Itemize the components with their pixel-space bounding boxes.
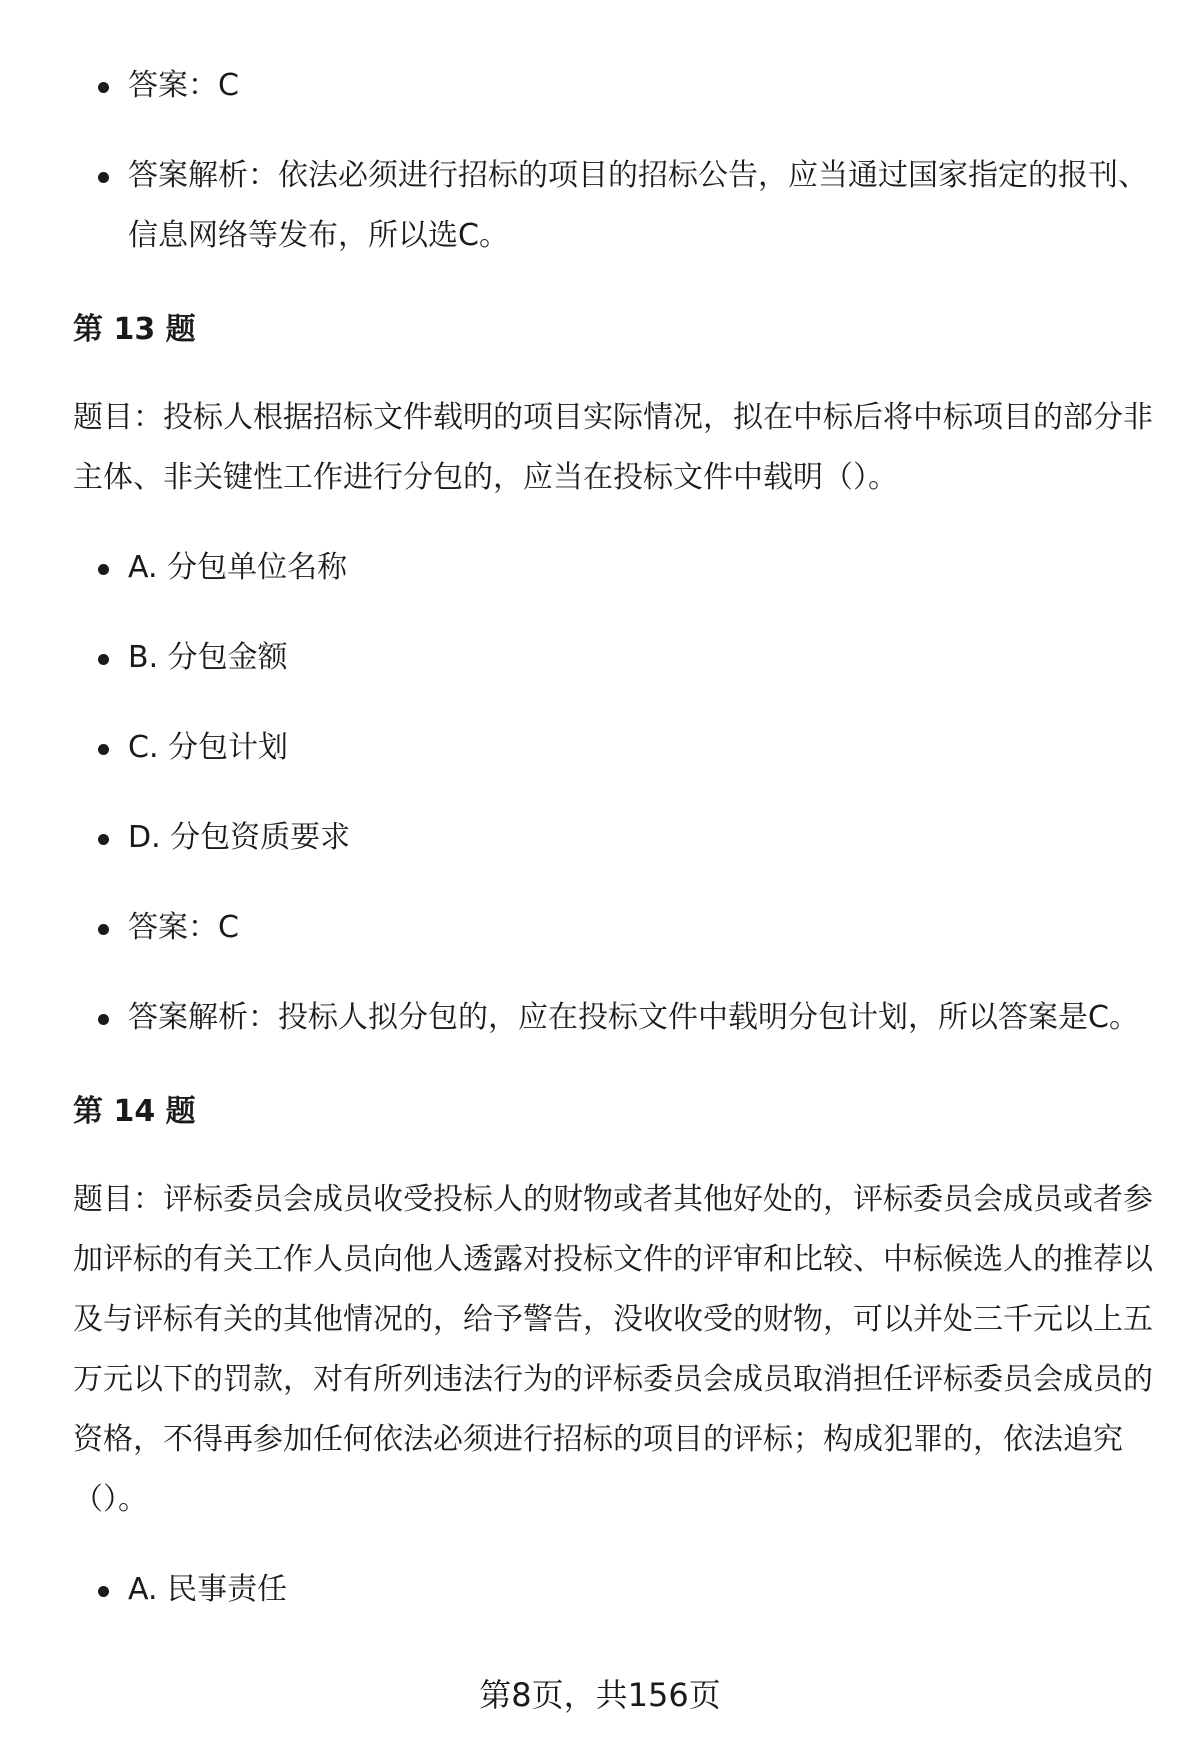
q13-explanation: 答案解析：投标人拟分包的，应在投标文件中载明分包计划，所以答案是C。 bbox=[128, 988, 1153, 1048]
q13-question: 题目：投标人根据招标文件载明的项目实际情况，拟在中标后将中标项目的部分非主体、非关键性工作进行分包的，应当在投标文件中载明（）。 bbox=[73, 400, 1153, 495]
q13-option-d: D. 分包资质要求 bbox=[128, 808, 1153, 868]
q13-answer: 答案：C bbox=[128, 898, 1153, 958]
q12-answer: 答案：C bbox=[128, 56, 1153, 116]
q13-option-a: A. 分包单位名称 bbox=[128, 538, 1153, 598]
q13-option-list bbox=[73, 538, 1153, 1048]
page-number-footer: 第8页，共156页 bbox=[479, 1676, 721, 1714]
q14-option-list bbox=[73, 1560, 1153, 1620]
page-content bbox=[73, 56, 1153, 1620]
q14-heading: 第 14 题 bbox=[73, 1094, 196, 1129]
q12-answer-list bbox=[73, 56, 1153, 266]
q14-question: 题目：评标委员会成员收受投标人的财物或者其他好处的，评标委员会成员或者参加评标的有关工作人员向他人透露对投标文件的评审和比较、中标候选人的推荐以及与评标有关的其他情况的，给予警告，没收收受的财物，可以并处三千元以上五万元以下的罚款，对有所列违法行为的评标委员会成员取消担任评标委员会成员的资格，不得再参加任何依法必须进行招标的项目的评标；构成犯罪的，依法追究（）。 bbox=[73, 1182, 1153, 1517]
q14-option-a: A. 民事责任 bbox=[128, 1560, 1153, 1620]
q13-option-b: B. 分包金额 bbox=[128, 628, 1153, 688]
q12-explanation: 答案解析：依法必须进行招标的项目的招标公告，应当通过国家指定的报刊、信息网络等发布，所以选C。 bbox=[128, 146, 1153, 266]
q13-heading: 第 13 题 bbox=[73, 312, 196, 347]
q13-option-c: C. 分包计划 bbox=[128, 718, 1153, 778]
